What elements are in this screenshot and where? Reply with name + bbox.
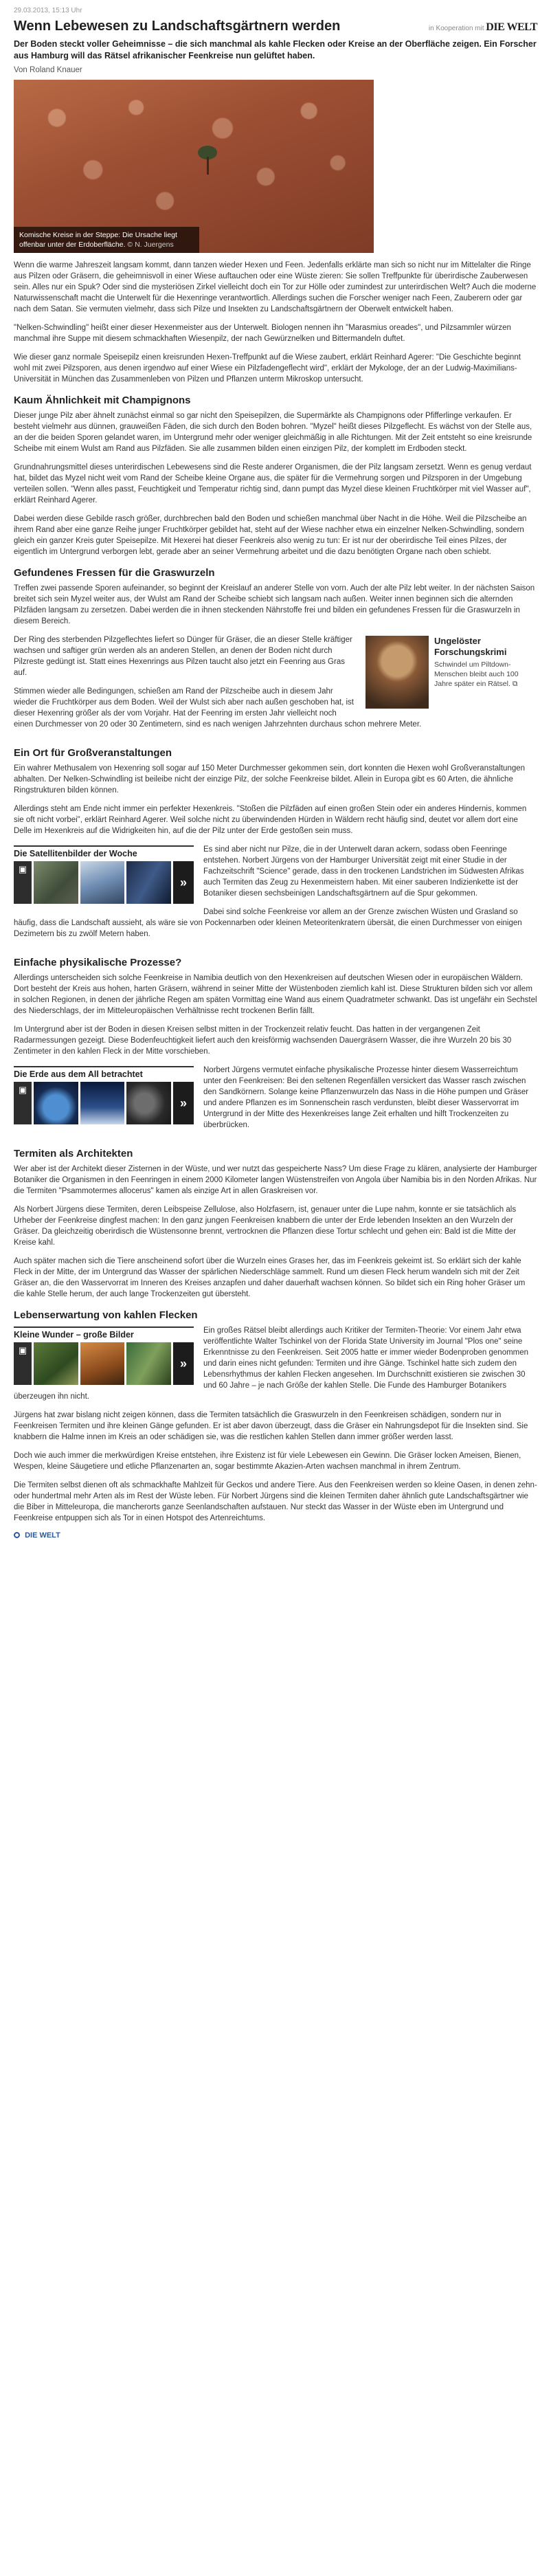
- related-article-title[interactable]: Ungelöster Forschungskrimi: [434, 636, 507, 657]
- hero-caption: [14, 227, 199, 253]
- section-heading: Lebenserwartung von kahlen Flecken: [14, 1309, 198, 1321]
- gallery-title[interactable]: Die Erde aus dem All betrachtet: [14, 1066, 194, 1079]
- title-row: [14, 19, 537, 34]
- camera-icon: ▣: [14, 1342, 32, 1385]
- cooperation-text: in Kooperation mit: [428, 25, 484, 32]
- paragraph: Ein wahrer Methusalem von Hexenring soll sogar auf 150 Meter Durchmesser gekommen sein, dort konnten die Hexen wohl Großveranstaltungen abhalten. Der Nelken-Schwindling ist beileibe nicht der einzige Pilz, der solche Feenkreise bildet. Allein in Europa gibt es 60 Arten, die ähnliche Ringstrukturen bilden können.: [14, 764, 526, 795]
- paragraph: Doch wie auch immer die merkwürdigen Kreise entstehen, ihre Existenz ist für viele Lebewesen ein Gewinn. Die Gräser locken Ameisen, Bienen, Wespen, kleine Säugetiere und etliche Pflanzenarten an, sogar bestimmte Akazien-Arten wachsen manchmal in ihrem Zentrum.: [14, 1452, 521, 1471]
- gallery-thumbnails: [14, 1082, 194, 1124]
- paragraph: Dieser junge Pilz aber ähnelt zunächst einmal so gar nicht den Speisepilzen, die Supermärkte als Champignons oder Pfifferlinge verkaufen. Er besteht vielmehr aus dünnen, grauweißen Fäden, die sich durch den Boden bohren. "Myzel" heißt dieses Pilzgeflecht. Es wächst von der Stelle aus, an der die beiden Sporen gelandet waren, im Untergrund mehr oder weniger gleichmäßig in alle Richtungen. Mit der Zeit entsteht so eine kreisrunde Scheibe mit einem Wulst am Rand aus Pilzfäden. Sie alle zusammen bilden einen einzigen Pilz, der komplett im Erdboden steckt.: [14, 412, 532, 453]
- paragraph: Jürgens hat zwar bislang nicht zeigen können, dass die Termiten tatsächlich die Graswurzeln in den Feenkreisen schädigen, sondern nur in Feenkreisen Termiten und ihre kleinen Gänge gefunden. Er ist aber davon überzeugt, dass die Gräser ein Nahrungsdepot für die Insekten sind. Sie knabbern die Halme innen im Kreis an oder schädigen sie, was die restlichen kahlen Stellen dann immer größer werden lasst.: [14, 1411, 528, 1441]
- paragraph: Norbert Jürgens vermutet einfache physikalische Prozesse hinter diesem Wasserreichtum unter den Feenkreisen: Bei den seltenen Regenfällen versickert das Wasser rasch zwischen den Sandkörnern. Solange keine Pflanzenwurzeln das Nass in die Höhe pumpen und Gräser und andere Pflanzen es im Sonnenschein rasch verdunsten, bleibt dieser Wasservorrat im Untergrund in der Mitte des Hexenkreises lange Zeit erhalten und hilft Trockenzeiten zu überbrücken.: [203, 1066, 529, 1129]
- gallery-satellite[interactable]: [14, 845, 194, 904]
- paragraph: Allerdings steht am Ende nicht immer ein perfekter Hexenkreis. "Stoßen die Pilzfäden auf einen großen Stein oder ein anderes Hindernis, kommen sie oft nicht vorbei", erklärt Reinhard Agerer. Weil solche nicht zu überwindenden Hürden in Wäldern recht häufig sind, deutet vor allem dort eine Delle im Hexenkreis auf die Widrigkeiten hin, auf die der Pilz unter der Erde gestoßen sein muss.: [14, 805, 527, 835]
- paragraph: Stimmen wieder alle Bedingungen, schießen am Rand der Pilzscheibe auch in diesem Jahr wieder die Fruchtkörper aus dem Boden. Weil der Wulst sich aber nach außen geschoben hat, ist dieser Hexenring größer als der vom Vorjahr. Hat der Feenring im ersten Jahr vielleicht noch einen Durchmesser von 20 oder 30 Zentimetern, sind es nach wenigen Jahrzehnten durchaus schon mehrere Meter.: [14, 687, 422, 729]
- brand-logo[interactable]: DIE WELT: [486, 21, 537, 33]
- gallery-thumbnail[interactable]: [126, 861, 171, 904]
- external-link-icon[interactable]: ⧉: [512, 680, 518, 688]
- gallery-thumbnail[interactable]: [80, 1082, 125, 1124]
- cooperation-label: [429, 21, 537, 34]
- next-arrow-icon[interactable]: »: [173, 1342, 194, 1385]
- welt-logo-icon: [14, 1532, 20, 1538]
- paragraph: Dabei werden diese Gebilde rasch größer, durchbrechen bald den Boden und schießen manchmal über Nacht in die Höhe. Weil die Pilzscheibe an ihrem Rand aber eine ganze Reihe junger Fruchtkörper gebildet hat, steht auf der Wiese nachher etwa ein einzelner Nelken-Schwindling, sondern gleich ein ganzer Kreis guter Speisepilze. Mit Hexerei hat dieser Feenkreis also wenig zu tun: Er ist nur der oberirdische Teil eines Pilzes, der eigentlich im Untergrund verborgen lebt, gerade aber an seiner Vermehrung arbeitet und die dazu benötigten Organe nach oben schiebt.: [14, 515, 527, 556]
- gallery-thumbnail[interactable]: [80, 861, 125, 904]
- paragraph: Wer aber ist der Architekt dieser Zisternen in der Wüste, und wer nutzt das gespeicherte Nass? Um diese Frage zu klären, analysierte der Hamburger Botaniker die Organismen in den Feenringen in einem 2000 Kilometer langen Wüstenstreifen von Angola über Namibia bis in den Norden Afrikas. Nur die Termiten "Psammotermes allocerus" kamen als einzige Art in allen Graskreisen vor.: [14, 1165, 537, 1195]
- related-article-thumbnail[interactable]: [366, 636, 429, 709]
- section-heading: Einfache physikalische Prozesse?: [14, 957, 182, 968]
- paragraph: Im Untergrund aber ist der Boden in diesen Kreisen selbst mitten in der Trockenzeit relativ feucht. Das hatten in der vergangenen Zeit Radarmessungen gezeigt. Diese Bodenfeuchtigkeit liefert auch den kreisförmig wachsenden Dauergräsern Wasser, die ihre Wurzeln 20 bis 30 Zentimeter in den kahlen Fleck in der Mitte vorschieben.: [14, 1025, 512, 1056]
- paragraph: Dabei sind solche Feenkreise vor allem an der Grenze zwischen Wüsten und Grasland so häufig, dass die Landschaft aussieht, als wäre sie von Pockennarben oder kleinen Meteoritenkratern übersät, die einen Durchmesser von einigen Dezimetern bis zu zwölf Metern haben.: [14, 908, 522, 938]
- related-article-text: [434, 660, 537, 689]
- paragraph: Die Termiten selbst dienen oft als schmackhafte Mahlzeit für Geckos und andere Tiere. Aus den Feenkreisen werden so kleine Oasen, in denen zehn- oder hundertmal mehr Arten als im Rest der Wüste leben. Für Norbert Jürgens sind die kleinen Termiten daher ähnlich gute Landschaftsgärtner wie die Biber in Mitteleuropa, die mancherorts ganze Seenlandschaften aufstauen. Nur steckt das Wasser in der Wüste eben im Untergrund und Feenkreise entpuppen sich als Tor in einen Hotspot des Artenreichtums.: [14, 1481, 537, 1522]
- footer-brand[interactable]: [14, 1531, 537, 1549]
- gallery-thumbnails: [14, 1342, 194, 1385]
- paragraph: Wie dieser ganz normale Speisepilz einen kreisrunden Hexen-Treffpunkt auf die Wiese zaubert, erklärt Reinhard Agerer: "Die Geschichte beginnt wohl mit zwei Pilzsporen, aus denen irgendwo auf einer Wiese ein Pilzfadengeflecht wird", erklärt der Mykologe, der an der Ludwig-Maximilians-Universität in München das Zusammenleben von Pilzen und Pflanzen unterm Mikroskop untersucht.: [14, 353, 521, 384]
- camera-icon: ▣: [14, 861, 32, 904]
- next-arrow-icon[interactable]: »: [173, 1082, 194, 1124]
- gallery-thumbnail[interactable]: [126, 1342, 171, 1385]
- paragraph: Allerdings unterscheiden sich solche Feenkreise in Namibia deutlich von den Hexenkreisen auf deutschen Wiesen oder in europäischen Wäldern. Dort besteht der Kreis aus hohen, harten Gräsern, während in seiner Mitte der Wüstenboden ziemlich kahl ist. Diese Strukturen bilden sich vor allem in solchen Regionen, in denen der jährliche Regen am späten Vormittag eine Wand aus einem Quadratmeter schwankt. Das ist ungefähr ein Sechstel des Niederschlags, der im Mitteleuropäischen Verhältnisse recht trockenen Berlin fällt.: [14, 974, 537, 1015]
- related-article-content: [434, 636, 537, 709]
- article-author: Von Roland Knauer: [14, 66, 82, 74]
- gallery-thumbnail[interactable]: [126, 1082, 171, 1124]
- gallery-thumbnail[interactable]: [34, 861, 78, 904]
- paragraph: Auch später machen sich die Tiere anscheinend sofort über die Wurzeln eines Grases her, das im Feenkreis gekeimt ist. So erklärt sich der kahle Fleck in der Mitte, der im Untergrund das Wasser der spärlichen Niederschläge sammelt. Rund um diesen Fleck herum wandeln sich mit der Zeit Gräser an, die den Wasservorrat im Inneren des Kreises anzapfen und daher dauerhaft wachsen können. So bildet sich ein Ring hoher Gräser um die kahle Stelle herum, der auch lange Trockenzeiten gut übersteht.: [14, 1257, 526, 1298]
- gallery-thumbnail[interactable]: [34, 1082, 78, 1124]
- section-heading: Termiten als Architekten: [14, 1148, 133, 1159]
- article-lead: Der Boden steckt voller Geheimnisse – die sich manchmal als kahle Flecken oder Kreise an der Oberfläche zeigen. Ein Forscher aus Hamburg will das Rätsel afrikanischer Feenkreise nun gelüftet haben.: [14, 39, 537, 60]
- article-title: Wenn Lebewesen zu Landschaftsgärtnern werden: [14, 19, 341, 34]
- paragraph: Als Norbert Jürgens diese Termiten, deren Leibspeise Zellulose, also Holzfasern, ist, genauer unter die Lupe nahm, konnte er sie tatsächlich als Urheber der Feenkreise dingfest machen: In den ganz jungen Feenkreisen knabbern die unter der Erde lebenden Insekten an den Wurzeln der Gräser. Da gleichzeitig oberirdisch die Wüstensonne brennt, vertrocknen die Pflanzen diese Tortur schlecht und gehen ein: Bald ist die Mitte der Kreise kahl.: [14, 1206, 517, 1247]
- gallery-wonders[interactable]: [14, 1326, 194, 1385]
- paragraph: Der Ring des sterbenden Pilzgeflechtes liefert so Dünger für Gräser, die an dieser Stelle kräftiger wachsen und saftiger grün werden als an anderen Stellen, an denen der Boden nicht durch Pilzreste gedüngt ist. Statt eines Hexenrings aus Pilzen taucht also jetzt ein Feenring aus Gras auf.: [14, 636, 352, 677]
- related-article-box[interactable]: [366, 636, 537, 709]
- gallery-title[interactable]: Die Satellitenbilder der Woche: [14, 845, 194, 858]
- gallery-thumbnails: [14, 861, 194, 904]
- gallery-thumbnail[interactable]: [80, 1342, 125, 1385]
- paragraph: Ein großes Rätsel bleibt allerdings auch Kritiker der Termiten-Theorie: Vor einem Jahr etwa veröffentlichte Walter Tschinkel von der Florida State University im Journal "Plos one" seine Erkenntnisse zu den Feenkreisen. Seit 2005 hatte er immer wieder Bodenproben genommen und darin eines nicht gefunden: Termiten und ihre Gänge. Tschinkel hatte sich zudem den Lebensrhythmus der kahlen Flecken angesehen. Im Durchschnitt existieren sie zwischen 30 und 60 Jahre – je nach Größe der kahlen Stelle. Die Funde des Hamburger Botanikers überzeugen ihn nicht.: [14, 1326, 529, 1401]
- hero-image[interactable]: [14, 80, 374, 253]
- gallery-title[interactable]: Kleine Wunder – große Bilder: [14, 1326, 194, 1340]
- hero-tree-trunk: [207, 157, 209, 175]
- paragraph: Grundnahrungsmittel dieses unterirdischen Lebewesens sind die Reste anderer Organismen, die der Pilz langsam zersetzt. Wenn es genug verdaut hat, bildet das Myzel nicht weit vom Rand der Scheibe kleine Organe aus, die später für die Vermehrung sorgen und Pilzsporen in der Umgebung verteilen sollen. "Wenn alles passt, Feuchtigkeit und Temperatur richtig sind, dann pumpt das Myzel diese kleinen Fruchtkörper mit viel Wasser auf", erklärt Reinhard Agerer.: [14, 463, 532, 504]
- section-heading: Ein Ort für Großveranstaltungen: [14, 747, 172, 759]
- section-heading: Kaum Ähnlichkeit mit Champignons: [14, 395, 191, 406]
- paragraph: Wenn die warme Jahreszeit langsam kommt, dann tanzen wieder Hexen und Feen. Jedenfalls erklärte man sich so nicht nur im Mittelalter die Ringe aus Pilzen oder Gräsern, die geheimnisvoll in einer Wiese auftauchen oder eine Wüste zieren: Sie sollen Treffpunkte für überirdische Zauberwesen sein. Alles nur ein Spuk? Oder sind die mysteriösen Zirkel vielleicht doch ein Tor zur Hölle oder zumindest zur unterirdischen Welt? Auch die moderne Naturwissenschaft macht die Unterwelt für die Hexenringe verantwortlich. Allerdings suchen die Forscher weniger nach Feen, Zauberern oder gar nach dem Satan. Sie vermuten vielmehr, dass sich Pilze und Insekten zu Landschaftsgärtnern der Oberwelt entwickelt haben.: [14, 261, 537, 313]
- next-arrow-icon[interactable]: »: [173, 861, 194, 904]
- paragraph: Treffen zwei passende Sporen aufeinander, so beginnt der Kreislauf an anderer Stelle von vorn. Auch der alte Pilz lebt weiter. In der nächsten Saison breitet sich sein Myzel weiter aus, der Wulst am Rand der Scheibe schiebt sich langsam nach außen. Weiter innen beginnen sich die alternden Pilzfäden langsam zu zersetzen. Dabei werden die in ihnen steckenden Nährstoffe frei und bilden ein gefundenes Fressen für die Graswurzeln in diesem Bereich.: [14, 584, 535, 625]
- section-heading: Gefundenes Fressen für die Graswurzeln: [14, 567, 215, 579]
- gallery-earth[interactable]: [14, 1066, 194, 1124]
- paragraph: "Nelken-Schwindling" heißt einer dieser Hexenmeister aus der Unterwelt. Biologen nennen ihn "Marasmius oreades", und Pilzsammler würzen manchmal ihre Suppe mit diesem schmackhaften Wiesenpilz, der nach Gewürznelken und Bittermandeln duftet.: [14, 324, 511, 343]
- hero-caption-text: Komische Kreise in der Steppe: Die Ursache liegt offenbar unter der Erdoberfläche.: [19, 231, 177, 249]
- article-date: 29.03.2013, 15:13 Uhr: [14, 7, 82, 14]
- paragraph: Es sind aber nicht nur Pilze, die in der Unterwelt daran ackern, sodass oben Feenringe entstehen. Norbert Jürgens von der Hamburger Universität zeigt mit einer Studie in der Fachzeitschrift "Science" gerade, dass in den trockenen Landstrichen im Südwesten Afrikas auch Termiten das Zeug zu Hexenmeistern haben. Mit einer sauberen Indizienkette ist der Botaniker diesen sechsbeinigen Landschaftsgärtnern auf die Spur gekommen.: [203, 845, 524, 898]
- related-article-description: Schwindel um Piltdown-Menschen bleibt auch 100 Jahre später ein Rätsel.: [434, 660, 519, 688]
- camera-icon: ▣: [14, 1082, 32, 1124]
- footer-brand-label: DIE WELT: [25, 1531, 60, 1540]
- gallery-thumbnail[interactable]: [34, 1342, 78, 1385]
- hero-credit: © N. Juergens: [127, 241, 174, 249]
